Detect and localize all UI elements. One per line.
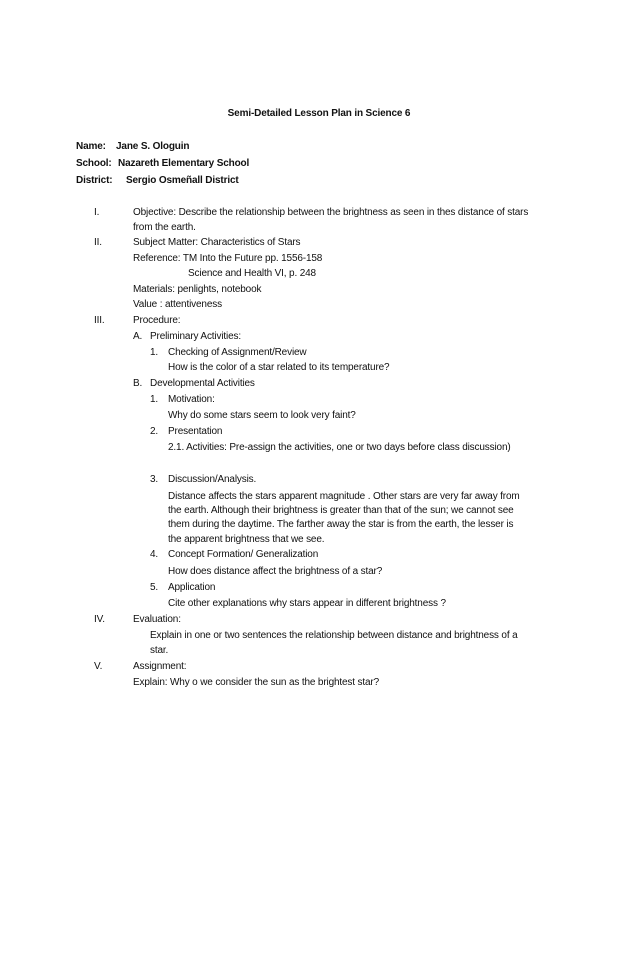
school-label: School: — [76, 158, 112, 169]
materials: Materials: penlights, notebook — [133, 284, 262, 295]
discussion-line-2: the earth. Although their brightness is greater than that of the sun; we cannot see — [168, 505, 514, 516]
item-a1-number: 1. — [150, 347, 159, 358]
application-text: Cite other explanations why stars appear in different brightness ? — [168, 598, 446, 609]
item-b-letter: B. — [133, 378, 143, 389]
discussion-label: Discussion/Analysis. — [168, 474, 257, 485]
concept-formation-text: How does distance affect the brightness of a star? — [168, 566, 383, 577]
reference-2: Science and Health VI, p. 248 — [188, 268, 316, 279]
concept-formation-label: Concept Formation/ Generalization — [168, 549, 319, 560]
assignment-text: Explain: Why o we consider the sun as the brightest star? — [133, 677, 380, 688]
evaluation-line-2: star. — [150, 645, 169, 656]
section-v-number: V. — [94, 661, 103, 672]
motivation-label: Motivation: — [168, 394, 215, 405]
district-label: District: — [76, 175, 113, 186]
presentation-label: Presentation — [168, 426, 223, 437]
item-b1-number: 1. — [150, 394, 159, 405]
developmental-activities: Developmental Activities — [150, 378, 255, 389]
application-label: Application — [168, 582, 216, 593]
value: Value : attentiveness — [133, 299, 222, 310]
document-title: Semi-Detailed Lesson Plan in Science 6 — [227, 108, 411, 119]
item-b5-number: 5. — [150, 582, 159, 593]
motivation-text: Why do some stars seem to look very faint? — [168, 410, 356, 421]
evaluation-line-1: Explain in one or two sentences the relationship between distance and brightness of a — [150, 630, 518, 641]
presentation-text: 2.1. Activities: Pre-assign the activities, one or two days before class discussion) — [168, 442, 511, 453]
name-value: Jane S. Ologuin — [116, 141, 190, 152]
name-label: Name: — [76, 141, 106, 152]
school-value: Nazareth Elementary School — [118, 158, 250, 169]
evaluation-label: Evaluation: — [133, 614, 181, 625]
discussion-line-4: the apparent brightness that we see. — [168, 534, 325, 545]
district-value: Sergio Osmeñall District — [126, 175, 239, 186]
section-iv-number: IV. — [94, 614, 105, 625]
section-ii-number: II. — [94, 237, 102, 248]
section-iii-number: III. — [94, 315, 105, 326]
procedure-label: Procedure: — [133, 315, 181, 326]
checking-assignment-text: How is the color of a star related to its temperature? — [168, 362, 390, 373]
item-b3-number: 3. — [150, 474, 159, 485]
discussion-line-3: them during the daytime. The farther away the star is from the earth, the lesser is — [168, 519, 514, 530]
assignment-label: Assignment: — [133, 661, 187, 672]
preliminary-activities: Preliminary Activities: — [150, 331, 242, 342]
subject-matter: Subject Matter: Characteristics of Stars — [133, 237, 301, 248]
item-a-letter: A. — [133, 331, 143, 342]
reference: Reference: TM Into the Future pp. 1556-158 — [133, 253, 323, 264]
objective-line-1: Objective: Describe the relationship between the brightness as seen in thes distance of stars — [133, 207, 529, 218]
section-i-number: I. — [94, 207, 100, 218]
item-b4-number: 4. — [150, 549, 159, 560]
discussion-line-1: Distance affects the stars apparent magnitude . Other stars are very far away from — [168, 491, 520, 502]
checking-assignment: Checking of Assignment/Review — [168, 347, 307, 358]
objective-line-2: from the earth. — [133, 222, 196, 233]
item-b2-number: 2. — [150, 426, 159, 437]
